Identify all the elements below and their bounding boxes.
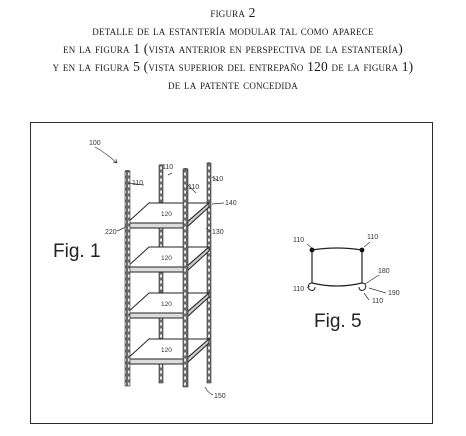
post-front-right (183, 169, 188, 387)
shelf-top-view-drawing (293, 234, 400, 332)
ref-110-mid-left: 110 (293, 286, 305, 293)
ref-110-b: 110 (132, 180, 144, 187)
figure-caption (0, 4, 466, 94)
post-front-left (125, 171, 130, 386)
ref-110-d: 110 (212, 176, 224, 183)
ref-220: 220 (105, 229, 117, 236)
ref-110-bottom-right: 110 (372, 298, 384, 305)
patent-drawing (31, 123, 432, 423)
caption-line-1: figura 2 (210, 5, 256, 20)
ref-110-top-right: 110 (367, 234, 379, 241)
ref-110-c: 110 (188, 184, 200, 191)
ref-180: 180 (378, 268, 390, 275)
caption-line-5: de la patente concedida (168, 77, 298, 92)
caption-line-4: y en la figura 5 (vista superior del entrepaño 120 de la figura 1) (52, 59, 414, 74)
ref-140: 140 (225, 200, 237, 207)
fig-5-label: Fig. 5 (314, 311, 362, 332)
ref-110-top-left: 110 (293, 237, 305, 244)
shelf-1 (127, 203, 209, 228)
shelf-2 (127, 247, 209, 272)
shelf-number-4: 120 (161, 347, 172, 354)
post-back-right (207, 163, 211, 383)
ref-110-a: 110 (162, 164, 174, 171)
figure-frame (30, 122, 433, 424)
shelf-3 (127, 293, 209, 318)
ref-100: 100 (89, 140, 101, 147)
shelving-unit-drawing (53, 140, 237, 400)
shelf-number-1: 120 (161, 211, 172, 218)
shelf-number-2: 120 (161, 255, 172, 262)
fig-1-label: Fig. 1 (53, 241, 101, 262)
caption-line-2: detalle de la estantería modular tal como aparece (92, 23, 374, 38)
ref-190: 190 (388, 290, 400, 297)
shelf-number-3: 120 (161, 301, 172, 308)
shelf-4 (127, 339, 209, 364)
ref-150: 150 (214, 393, 226, 400)
ref-130: 130 (212, 229, 224, 236)
caption-line-3: en la figura 1 (vista anterior en perspectiva de la estantería) (63, 41, 403, 56)
